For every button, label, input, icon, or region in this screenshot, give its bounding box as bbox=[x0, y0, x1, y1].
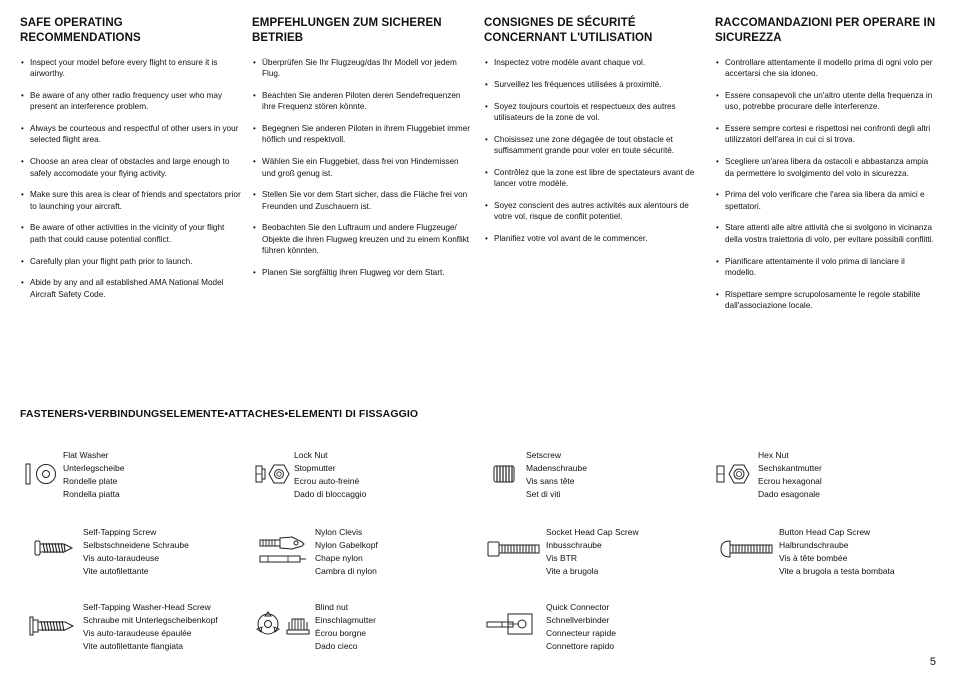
lock-nut-icon bbox=[255, 462, 291, 486]
list-item: • Be aware of other activities in the vicinity of your flight path that could cause potential conflict. bbox=[20, 222, 242, 245]
fastener-name: Self-Tapping Washer-Head Screw bbox=[83, 602, 211, 612]
fastener-names bbox=[83, 601, 218, 653]
list-item: • Beobachten Sie den Luftraum und andere Flugzeuge/ Objekte die ihren Flugweg kreuzen und zu einem Konflikt führen könnten. bbox=[252, 222, 474, 256]
fastener-name: Schnellverbinder bbox=[546, 615, 610, 625]
fastener-name: Hex Nut bbox=[758, 450, 789, 460]
fastener-name: Flat Washer bbox=[63, 450, 109, 460]
fastener-name: Inbusschraube bbox=[546, 540, 602, 550]
fastener-name: Ecrou auto-freiné bbox=[294, 476, 360, 486]
fastener-names bbox=[758, 449, 822, 501]
fastener-name: Nylon Gabelkopf bbox=[315, 540, 378, 550]
safety-column-en bbox=[20, 16, 242, 310]
list-item: • Controllare attentamente il modello prima di ogni volo per accertarsi che sia idoneo. bbox=[715, 57, 937, 80]
list-item: • Begegnen Sie anderen Piloten in ihrem Fluggebiet immer höflich und respektvoll. bbox=[252, 123, 474, 146]
fastener-name: Connecteur rapide bbox=[546, 628, 616, 638]
fastener-name: Selbstschneidene Schraube bbox=[83, 540, 189, 550]
nylon-clevis-icon bbox=[258, 534, 308, 568]
fastener-name: Einschlagmutter bbox=[315, 615, 376, 625]
safety-column-fr bbox=[484, 16, 706, 255]
list-item: • Essere consapevoli che un'altro utente della frequenza in uso, potrebbe procurare delle interferenze. bbox=[715, 90, 937, 113]
fastener-name: Connettore rapido bbox=[546, 641, 615, 651]
list-item: • Soyez toujours courtois et respectueux des autres utilisateurs de la zone de vol. bbox=[484, 101, 706, 124]
fastener-name: Socket Head Cap Screw bbox=[546, 527, 639, 537]
setscrew-icon bbox=[492, 464, 516, 484]
list-item: • Prima del volo verificare che l'area sia libera da amici e spettatori. bbox=[715, 189, 937, 212]
page-number: 5 bbox=[929, 656, 936, 668]
fastener-name: Cambra di nylon bbox=[315, 566, 377, 576]
list-item: • Essere sempre cortesi e rispettosi nei confronti degli altri utilizzatori dell'area in cui ci si trova. bbox=[715, 123, 937, 146]
fastener-name: Blind nut bbox=[315, 602, 349, 612]
fastener-name: Vite a brugola a testa bombata bbox=[779, 566, 895, 576]
fastener-name: Chape nylon bbox=[315, 553, 363, 563]
fastener-name: Vis auto-taraudeuse bbox=[83, 553, 159, 563]
fastener-name: Vite a brugola bbox=[546, 566, 599, 576]
list-item: • Choisissez une zone dégagée de tout obstacle et suffisamment grande pour voler en toute sécurité. bbox=[484, 134, 706, 157]
list-item: • Stellen Sie vor dem Start sicher, dass die Fläche frei von Freunden und Zuschauern ist. bbox=[252, 189, 474, 212]
fastener-name: Stopmutter bbox=[294, 463, 336, 473]
fastener-name: Schraube mit Unterlegscheibenkopf bbox=[83, 615, 218, 625]
fastener-name: Vis à tête bombée bbox=[779, 553, 848, 563]
fastener-names bbox=[315, 526, 378, 578]
socket-head-cap-screw-icon bbox=[487, 540, 541, 558]
fastener-name: Rondella piatta bbox=[63, 489, 120, 499]
fastener-name: Écrou borgne bbox=[315, 628, 367, 638]
safety-column-it bbox=[715, 16, 937, 322]
list-item: • Beachten Sie anderen Piloten deren Sendefrequenzen ihre Frequenz stören könnte. bbox=[252, 90, 474, 113]
fastener-name: Nylon Clevis bbox=[315, 527, 363, 537]
fastener-name: Set di viti bbox=[526, 489, 561, 499]
fastener-names bbox=[294, 449, 366, 501]
fastener-name: Lock Nut bbox=[294, 450, 328, 460]
fastener-name: Rondelle plate bbox=[63, 476, 118, 486]
button-head-cap-screw-icon bbox=[720, 539, 774, 559]
list-item: • Inspect your model before every flight to ensure it is airworthy. bbox=[20, 57, 242, 80]
list-item: • Contrôlez que la zone est libre de spectateurs avant de lancer votre modèle. bbox=[484, 167, 706, 190]
fastener-names bbox=[315, 601, 376, 653]
fastener-names bbox=[546, 601, 616, 653]
hex-nut-icon bbox=[716, 462, 752, 486]
list-item: • Abide by any and all established AMA National Model Aircraft Safety Code. bbox=[20, 277, 242, 300]
fastener-name: Dado esagonale bbox=[758, 489, 820, 499]
flat-washer-icon bbox=[25, 463, 57, 485]
bullet-list bbox=[252, 57, 474, 278]
list-item: • Rispettare sempre scrupolosamente le regole stabilite dall'associazione locale. bbox=[715, 289, 937, 312]
fastener-name: Sechskantmutter bbox=[758, 463, 822, 473]
section-title: RACCOMANDAZIONI PER OPERARE IN SICUREZZA bbox=[715, 17, 936, 44]
list-item: • Planen Sie sorgfältig ihren Flugweg vor dem Start. bbox=[252, 267, 474, 278]
fastener-name: Setscrew bbox=[526, 450, 561, 460]
fastener-name: Ecrou hexagonal bbox=[758, 476, 822, 486]
list-item: • Überprüfen Sie Ihr Flugzeug/das Ihr Modell vor jedem Flug. bbox=[252, 57, 474, 80]
list-item: • Planifiez votre vol avant de le commencer. bbox=[484, 233, 706, 244]
section-title: SAFE OPERATING RECOMMENDATIONS bbox=[20, 17, 141, 44]
fastener-name: Self-Tapping Screw bbox=[83, 527, 157, 537]
list-item: • Choose an area clear of obstacles and large enough to safely accomodate your flying activity. bbox=[20, 156, 242, 179]
fastener-name: Vite autofilettante bbox=[83, 566, 149, 576]
list-item: • Pianificare attentamente il volo prima di lanciare il modello. bbox=[715, 256, 937, 279]
fastener-name: Dado di bloccaggio bbox=[294, 489, 367, 499]
fastener-names bbox=[83, 526, 189, 578]
fastener-names bbox=[546, 526, 639, 578]
self-tapping-screw-icon bbox=[34, 539, 74, 557]
list-item: • Carefully plan your flight path prior to launch. bbox=[20, 256, 242, 267]
list-item: • Soyez conscient des autres activités aux alentours de votre vol, risque de conflit potentiel. bbox=[484, 200, 706, 223]
list-item: • Stare attenti alle altre attività che si svolgono in vicinanza della vostra traiettoria di volo, per evitare possibili conflitti. bbox=[715, 222, 937, 245]
fastener-name: Madenschraube bbox=[526, 463, 587, 473]
fasteners-title: FASTENERS•VERBINDUNGSELEMENTE•ATTACHES•ELEMENTI DI FISSAGGIO bbox=[20, 408, 419, 420]
fastener-name: Unterlegscheibe bbox=[63, 463, 125, 473]
fastener-names bbox=[63, 449, 124, 501]
list-item: • Wählen Sie ein Fluggebiet, dass frei von Hindernissen und groß genug ist. bbox=[252, 156, 474, 179]
fastener-name: Dado cieco bbox=[315, 641, 358, 651]
bullet-list bbox=[484, 57, 706, 244]
fastener-names bbox=[526, 449, 587, 501]
fastener-name: Button Head Cap Screw bbox=[779, 527, 871, 537]
list-item: • Make sure this area is clear of friends and spectators prior to launching your aircraft. bbox=[20, 189, 242, 212]
safety-column-de bbox=[252, 16, 474, 289]
blind-nut-icon bbox=[255, 610, 313, 638]
fastener-name: Vis auto-taraudeuse épaulée bbox=[83, 628, 192, 638]
fastener-names bbox=[779, 526, 895, 578]
section-title: EMPFEHLUNGEN ZUM SICHEREN BETRIEB bbox=[252, 17, 442, 44]
fastener-name: Quick Connector bbox=[546, 602, 610, 612]
self-tapping-washer-head-screw-icon bbox=[29, 615, 75, 637]
fastener-name: Vis sans tête bbox=[526, 476, 575, 486]
list-item: • Be aware of any other radio frequency user who may present an interference problem. bbox=[20, 90, 242, 113]
list-item: • Always be courteous and respectful of other users in your selected flight area. bbox=[20, 123, 242, 146]
list-item: • Scegliere un'area libera da ostacoli e abbastanza ampia da permettere lo svolgimento del volo in sicurezza. bbox=[715, 156, 937, 179]
fastener-name: Vite autofilettante flangiata bbox=[83, 641, 184, 651]
section-title: CONSIGNES DE SÉCURITÉ CONCERNANT L'UTILISATION bbox=[484, 17, 653, 44]
list-item: • Inspectez votre modèle avant chaque vol. bbox=[484, 57, 706, 68]
fastener-name: Halbrundschraube bbox=[779, 540, 849, 550]
quick-connector-icon bbox=[486, 610, 534, 638]
fastener-name: Vis BTR bbox=[546, 553, 578, 563]
list-item: • Surveillez les fréquences utilisées à proximité. bbox=[484, 79, 706, 90]
bullet-list bbox=[715, 57, 937, 311]
bullet-list bbox=[20, 57, 242, 300]
